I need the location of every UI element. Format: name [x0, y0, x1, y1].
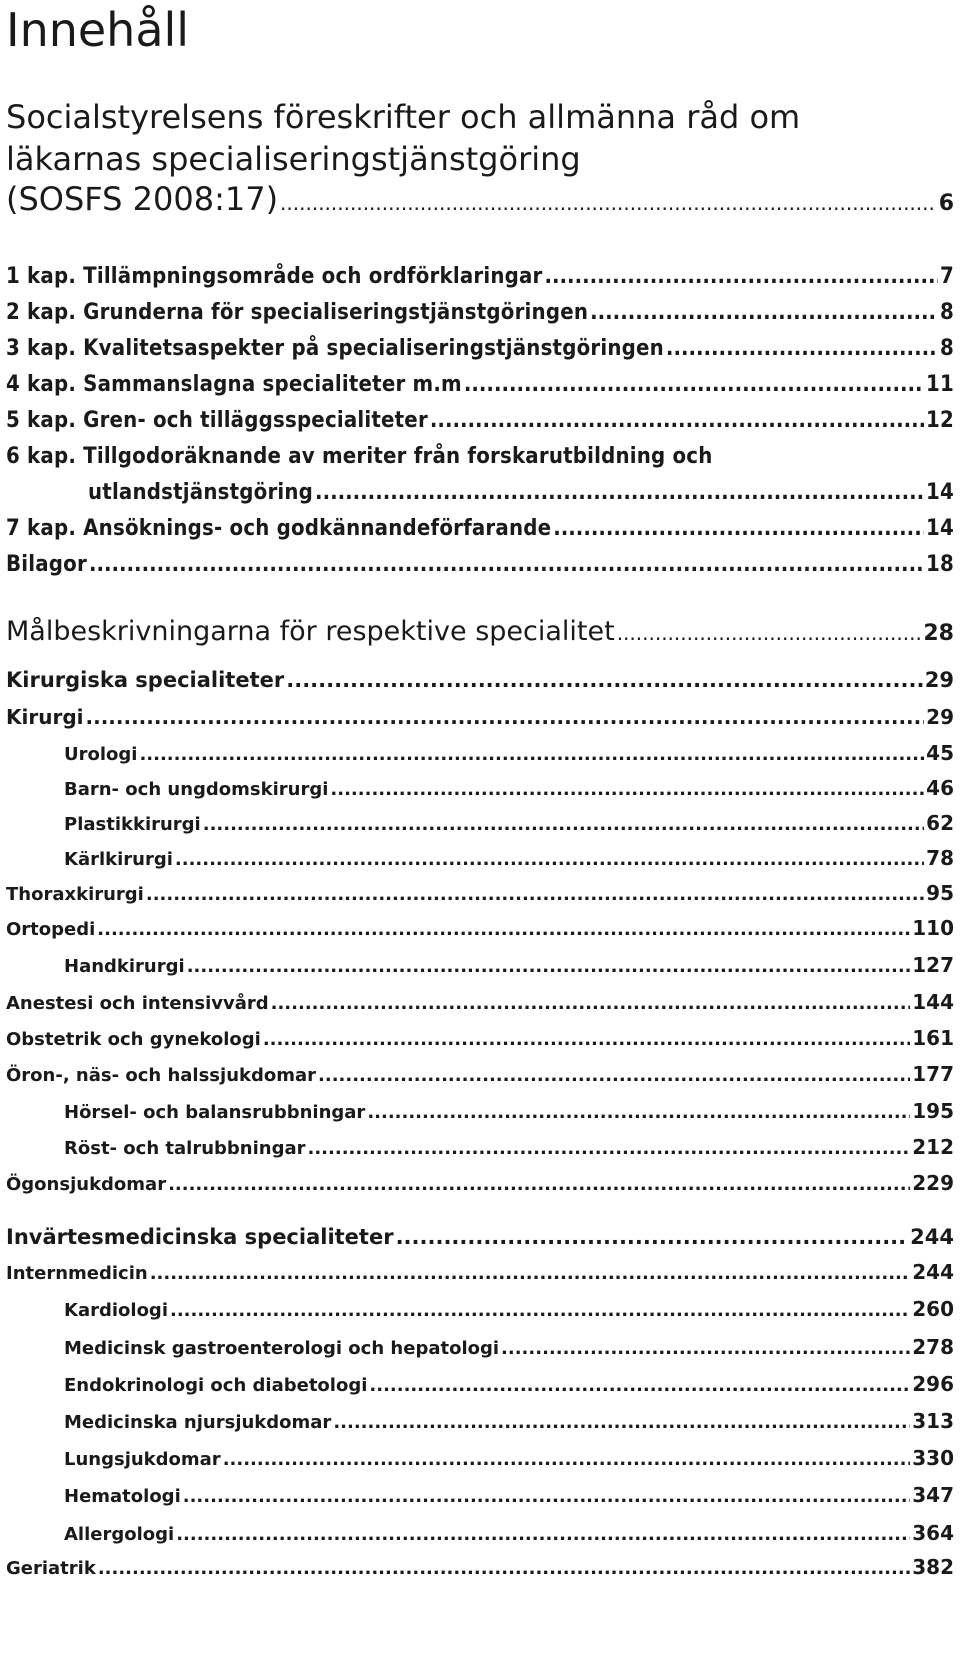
toc-page-number: 29: [924, 668, 954, 692]
toc-entry[interactable]: [64, 953, 954, 977]
toc-page-number: 330: [912, 1446, 954, 1470]
toc-entry-text: Kirurgi: [6, 705, 84, 729]
page-title: Innehåll: [6, 3, 190, 57]
toc-page-number: 28: [923, 621, 954, 646]
toc-entry-text: Invärtesmedicinska specialiteter: [6, 1225, 394, 1249]
toc-page-number: 78: [926, 846, 954, 870]
toc-page-number: 12: [926, 408, 954, 433]
toc-entry-bilagor[interactable]: [6, 552, 954, 577]
toc-leader: [203, 814, 924, 835]
toc-leader: [176, 1524, 910, 1545]
toc-entry[interactable]: [64, 1409, 954, 1433]
toc-entry[interactable]: [64, 1521, 954, 1545]
toc-leader: [170, 1300, 910, 1321]
toc-entry-text: Kardiologi: [64, 1300, 168, 1321]
toc-entry-text: 7 kap. Ansöknings- och godkännandeförfarande: [6, 516, 552, 541]
toc-entry[interactable]: [64, 1297, 954, 1321]
toc-entry-intro[interactable]: [6, 180, 954, 218]
toc-entry-text: Kärlkirurgi: [64, 849, 173, 870]
toc-leader: [430, 408, 924, 433]
intro-line-2: läkarnas specialiseringstjänstgöring: [6, 140, 581, 178]
toc-entry-chapter-6[interactable]: [88, 480, 954, 505]
toc-entry-text: Allergologi: [64, 1524, 175, 1545]
toc-leader: [330, 779, 924, 800]
toc-page-number: 46: [926, 776, 954, 800]
toc-entry[interactable]: [6, 1225, 954, 1249]
toc-entry-text: Öron-, näs- och halssjukdomar: [6, 1065, 317, 1086]
toc-leader: [280, 191, 937, 215]
toc-page-number: 62: [926, 811, 954, 835]
toc-leader: [315, 480, 924, 505]
toc-entry-text: (SOSFS 2008:17): [6, 180, 279, 218]
toc-page-number: 8: [940, 336, 954, 361]
toc-entry-text: Obstetrik och gynekologi: [6, 1029, 261, 1050]
toc-page-number: 195: [912, 1099, 954, 1123]
toc-entry-text: Endokrinologi och diabetologi: [64, 1375, 368, 1396]
toc-leader: [308, 1138, 911, 1159]
toc-entry[interactable]: [64, 1372, 954, 1396]
toc-leader: [367, 1102, 910, 1123]
toc-entry-text: Urologi: [64, 744, 138, 765]
toc-leader: [369, 1375, 910, 1396]
toc-entry-text: Röst- och talrubbningar: [64, 1138, 306, 1159]
toc-entry-text: Hörsel- och balansrubbningar: [64, 1102, 366, 1123]
toc-entry-chapter-4[interactable]: [6, 372, 954, 397]
toc-page-number: 347: [912, 1483, 954, 1507]
toc-entry-text: Barn- och ungdomskirurgi: [64, 779, 329, 800]
toc-page-number: 11: [926, 372, 954, 397]
toc-entry-text: 3 kap. Kvalitetsaspekter på specialiseringstjänstgöringen: [6, 336, 664, 361]
toc-entry[interactable]: [64, 1483, 954, 1507]
toc-leader: [168, 1174, 910, 1195]
toc-page-number: 229: [912, 1171, 954, 1195]
toc-entry-text: Internmedicin: [6, 1263, 148, 1284]
toc-entry-text: Medicinska njursjukdomar: [64, 1412, 332, 1433]
toc-page-number: 8: [940, 300, 954, 325]
toc-entry[interactable]: [64, 811, 954, 835]
toc-entry[interactable]: [6, 916, 954, 940]
toc-leader: [396, 1225, 909, 1249]
toc-leader: [139, 744, 924, 765]
toc-entry-text: 5 kap. Gren- och tilläggsspecialiteter: [6, 408, 428, 433]
toc-page-number: 161: [912, 1026, 954, 1050]
toc-page-number: 382: [912, 1555, 954, 1579]
toc-entry-text: Ögonsjukdomar: [6, 1174, 167, 1195]
toc-leader: [501, 1338, 910, 1359]
toc-leader: [175, 849, 924, 870]
toc-entry-text: 2 kap. Grunderna för specialiseringstjänstgöringen: [6, 300, 589, 325]
toc-entry-chapter-7[interactable]: [6, 516, 954, 541]
toc-page-number: 244: [910, 1225, 954, 1249]
toc-page-number: 14: [926, 480, 954, 505]
toc-page-number: 278: [912, 1335, 954, 1359]
toc-leader: [89, 552, 924, 577]
toc-leader: [666, 336, 938, 361]
toc-entry[interactable]: [6, 705, 954, 729]
toc-page-number: 6: [938, 191, 954, 216]
toc-entry[interactable]: [64, 1099, 954, 1123]
toc-entry[interactable]: [6, 1260, 954, 1284]
toc-entry[interactable]: [6, 1171, 954, 1195]
toc-entry[interactable]: [64, 776, 954, 800]
toc-entry[interactable]: [64, 1335, 954, 1359]
toc-entry-text: Anestesi och intensivvård: [6, 993, 269, 1014]
toc-page-number: 144: [912, 990, 954, 1014]
toc-entry-text: Bilagor: [6, 552, 87, 577]
toc-entry[interactable]: [64, 1135, 954, 1159]
toc-entry-text: utlandstjänstgöring: [88, 480, 314, 505]
toc-leader: [263, 1029, 910, 1050]
toc-entry[interactable]: [6, 990, 954, 1014]
toc-page-number: 364: [912, 1521, 954, 1545]
toc-leader: [617, 621, 922, 645]
toc-entry-text: 1 kap. Tillämpningsområde och ordförklaringar: [6, 264, 543, 289]
toc-entry[interactable]: [6, 1026, 954, 1050]
toc-entry-text: Medicinsk gastroenterologi och hepatologi: [64, 1338, 500, 1359]
toc-page-number: 29: [926, 705, 954, 729]
toc-entry[interactable]: [6, 881, 954, 905]
toc-leader: [223, 1449, 911, 1470]
toc-entry-text: 6 kap. Tillgodoräknande av meriter från forskarutbildning och: [6, 444, 713, 469]
toc-page-number: 7: [940, 264, 954, 289]
toc-page-number: 313: [912, 1409, 954, 1433]
toc-leader: [271, 993, 911, 1014]
toc-entry[interactable]: [64, 741, 954, 765]
toc-entry-chapter-5[interactable]: [6, 408, 954, 433]
toc-entry-chapter-1[interactable]: [6, 264, 954, 289]
toc-entry-goals[interactable]: [6, 616, 954, 647]
toc-leader: [86, 705, 925, 729]
toc-leader: [286, 668, 923, 692]
toc-leader: [97, 919, 910, 940]
toc-leader: [150, 1263, 911, 1284]
toc-leader: [590, 300, 938, 325]
toc-page-number: 14: [926, 516, 954, 541]
toc-entry-text: Handkirurgi: [64, 956, 185, 977]
intro-heading: [6, 96, 954, 180]
toc-entry-text: Ortopedi: [6, 919, 96, 940]
toc-page-number: 110: [912, 916, 954, 940]
toc-entry-text: 4 kap. Sammanslagna specialiteter m.m: [6, 372, 462, 397]
toc-entry-text: Thoraxkirurgi: [6, 884, 144, 905]
intro-line-1: Socialstyrelsens föreskrifter och allmänna råd om: [6, 98, 801, 136]
toc-entry-text: Kirurgiska specialiteter: [6, 668, 285, 692]
toc-page-number: 296: [912, 1372, 954, 1396]
toc-entry[interactable]: [6, 668, 954, 692]
toc-leader: [545, 264, 939, 289]
toc-leader: [553, 516, 924, 541]
toc-leader: [318, 1065, 910, 1086]
toc-leader: [146, 884, 924, 905]
toc-leader: [187, 956, 911, 977]
toc-entry[interactable]: [64, 846, 954, 870]
toc-page-number: 18: [926, 552, 954, 577]
toc-page-number: 244: [912, 1260, 954, 1284]
toc-entry-text: Lungsjukdomar: [64, 1449, 221, 1470]
toc-page-number: 95: [926, 881, 954, 905]
toc-page-number: 260: [912, 1297, 954, 1321]
toc-page-number: 212: [912, 1135, 954, 1159]
toc-page-number: 45: [926, 741, 954, 765]
toc-entry-text: Geriatrik: [6, 1558, 96, 1579]
toc-leader: [464, 372, 924, 397]
toc-entry-text: Målbeskrivningarna för respektive specialitet: [6, 616, 615, 647]
toc-entry-chapter-2[interactable]: [6, 300, 954, 325]
toc-page-number: 177: [912, 1062, 954, 1086]
toc-entry[interactable]: [6, 1062, 954, 1086]
toc-entry-chapter-6-line-1[interactable]: [6, 444, 713, 469]
toc-leader: [333, 1412, 910, 1433]
toc-entry-text: Hematologi: [64, 1486, 181, 1507]
toc-leader: [183, 1486, 911, 1507]
toc-entry-chapter-3[interactable]: [6, 336, 954, 361]
toc-entry-text: Plastikkirurgi: [64, 814, 201, 835]
toc-entry[interactable]: [64, 1446, 954, 1470]
toc-entry[interactable]: [6, 1555, 954, 1579]
toc-page-number: 127: [912, 953, 954, 977]
toc-leader: [98, 1558, 910, 1579]
